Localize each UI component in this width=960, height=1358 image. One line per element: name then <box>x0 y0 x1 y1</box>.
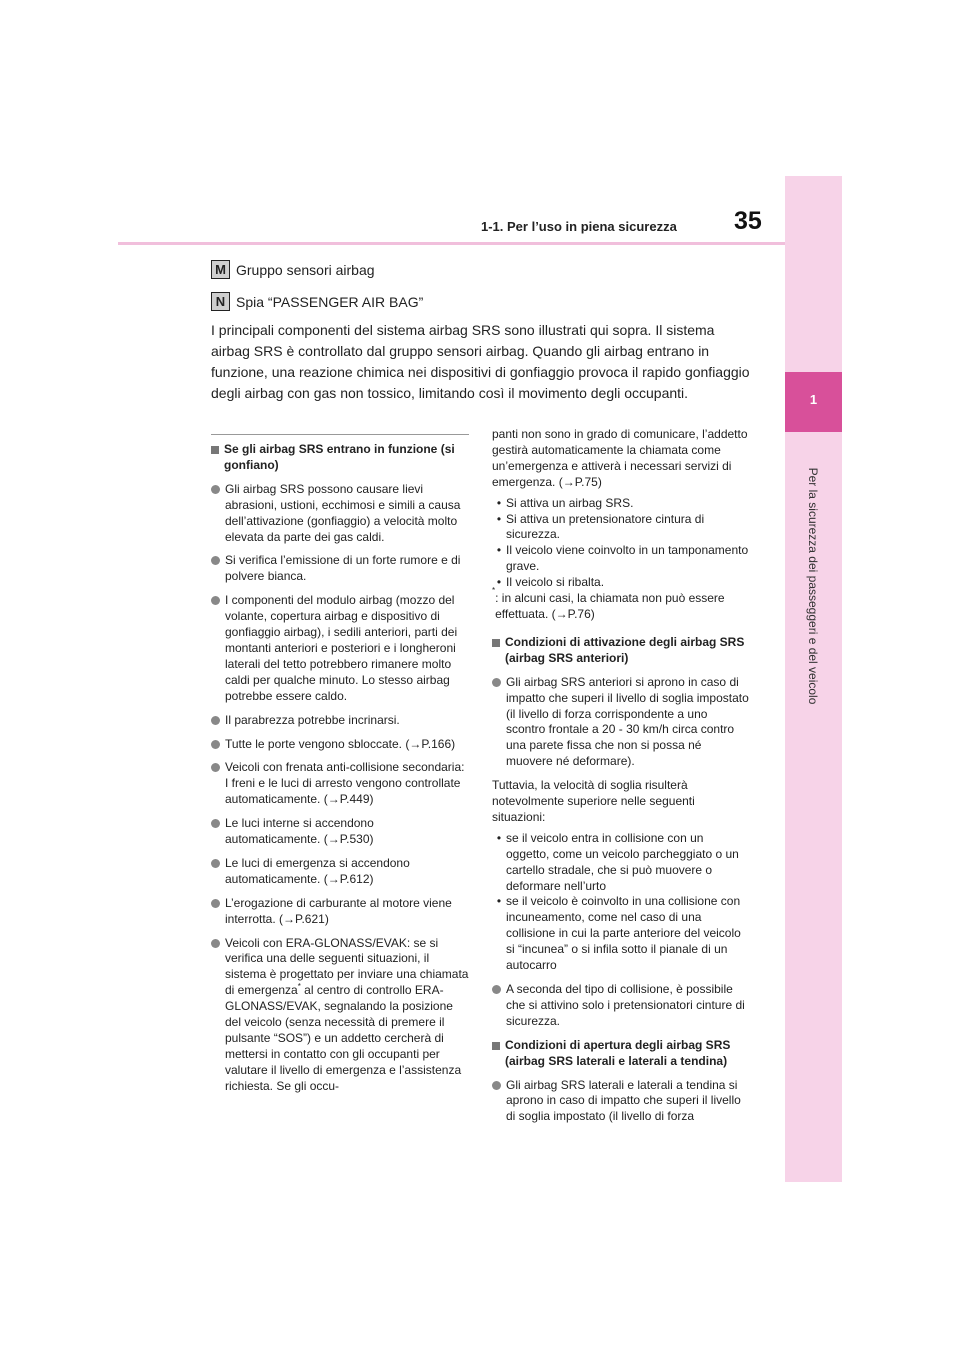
list-item: Gli airbag SRS anteriori si aprono in caso di impatto che superi il livello di soglia impostato (il livello di forza corrispondente a uno scontro frontale a 20 - 30 km/h circa contro una parete fissa che non si possa né muovere né deformare). <box>492 675 750 770</box>
square-bullet-icon <box>492 1042 500 1050</box>
legend-text: Spia “PASSENGER AIR BAG” <box>236 293 424 310</box>
footnote: * : in alcuni casi, la chiamata non può essere effettuata. (→P.76) <box>492 586 725 621</box>
list-item: Veicoli con ERA-GLONASS/EVAK: se si verifica una delle seguenti situazioni, il sistema è progettato per inviare una chiamata di emergenza* al centro di controllo ERA-GLONASS/EVAK, segnalando la posizione del veicolo (senza necessità di premere il pulsante “SOS”) e un addetto cercherà di mettersi in contatto con gli occupanti per valutare il livello di emergenza e l’assistenza richiesta. Se gli occu- <box>211 936 469 1095</box>
list-item: Gli airbag SRS possono causare lievi abrasioni, ustioni, ecchimosi e simili a causa dell’attivazione (gonfiaggio) a velocità molto elevata da parte dei gas caldi. <box>211 482 469 546</box>
section-title: 1-1. Per l’uso in piena sicurezza <box>481 219 677 234</box>
list-item: • Si attiva un pretensionatore cintura di sicurezza. <box>496 511 705 542</box>
left-column <box>211 434 469 1103</box>
list-item: Veicoli con frenata anti-collisione secondaria: I freni e le luci di arresto vengono controllate automaticamente. (→P.449) <box>211 760 469 808</box>
section-divider <box>211 434 469 435</box>
intro-paragraph: I principali componenti del sistema airbag SRS sono illustrati qui sopra. Il sistema airbag SRS è controllato dal gruppo sensori airbag. Quando gli airbag entrano in funzione, una reazione chimica nei dispositivi di gonfiaggio provoca il rapido gonfiaggio degli airbag con gas non tossico, limitando così il movimento degli occupanti. <box>211 322 750 401</box>
paragraph: Tuttavia, la velocità di soglia risulterà notevolmente superiore nelle seguenti situazioni: <box>492 778 695 824</box>
bullet-dot-icon <box>492 678 501 687</box>
square-bullet-icon <box>492 639 500 647</box>
list-item: • se il veicolo è coinvolto in una collisione con incuneamento, come nel caso di una collisione in cui la parte anteriore del veicolo si “incunea” o si infila sotto il pianale di un autocarro <box>496 894 741 973</box>
bullet-dot-icon <box>211 596 220 605</box>
section-heading: Condizioni di attivazione degli airbag SRS (airbag SRS anteriori) <box>492 635 750 667</box>
header-divider <box>118 242 785 245</box>
bullet-dot-icon <box>211 716 220 725</box>
list-item: Si verifica l’emissione di un forte rumore e di polvere bianca. <box>211 553 469 585</box>
list-item: Le luci interne si accendono automaticamente. (→P.530) <box>211 816 469 848</box>
legend-text: Gruppo sensori airbag <box>236 261 375 278</box>
bullet-dot-icon <box>211 740 220 749</box>
bullet-dot-icon <box>211 485 220 494</box>
list-item: • se il veicolo entra in collisione con un oggetto, come un veicolo parcheggiato o un cartello stradale, che si può muovere o deformare nell’urto <box>496 830 739 893</box>
side-tab-title: Per la sicurezza dei passeggeri e del veicolo <box>806 467 820 705</box>
badge-n: N <box>211 292 230 311</box>
list-item: Il parabrezza potrebbe incrinarsi. <box>211 713 469 729</box>
legend-item-m <box>211 260 375 279</box>
list-item: Tutte le porte vengono sbloccate. (→P.166) <box>211 737 469 753</box>
bullet-dot-icon <box>492 985 501 994</box>
square-bullet-icon <box>211 446 219 454</box>
page-number: 35 <box>734 207 762 235</box>
list-item: Le luci di emergenza si accendono automaticamente. (→P.612) <box>211 856 469 888</box>
section-heading: Se gli airbag SRS entrano in funzione (si gonfiano) <box>211 442 469 474</box>
bullet-dot-icon <box>211 859 220 868</box>
list-item: Gli airbag SRS laterali e laterali a tendina si aprono in caso di impatto che superi il livello di soglia impostato (il livello di forza <box>492 1078 750 1126</box>
list-item: • Si attiva un airbag SRS. <box>496 495 634 510</box>
bullet-dot-icon <box>211 899 220 908</box>
badge-m: M <box>211 260 230 279</box>
list-item: • Il veicolo si ribalta. <box>496 575 605 590</box>
bullet-dot-icon <box>211 939 220 948</box>
side-tab-number: 1 <box>809 392 818 407</box>
bullet-dot-icon <box>492 1081 501 1090</box>
list-item: L’erogazione di carburante al motore viene interrotta. (→P.621) <box>211 896 469 928</box>
legend-item-n <box>211 292 423 311</box>
right-column <box>492 427 750 1133</box>
bullet-dot-icon <box>211 556 220 565</box>
bullet-dot-icon <box>211 819 220 828</box>
list-item: A seconda del tipo di collisione, è possibile che si attivino solo i pretensionatori cinture di sicurezza. <box>492 982 750 1030</box>
list-item: • Il veicolo viene coinvolto in un tamponamento grave. <box>496 543 749 574</box>
section-heading: Condizioni di apertura degli airbag SRS (airbag SRS laterali e laterali a tendina) <box>492 1038 750 1070</box>
bullet-dot-icon <box>211 763 220 772</box>
list-item: I componenti del modulo airbag (mozzo del volante, copertura airbag e dispositivo di gonfiaggio airbag), i sedili anteriori, parti dei montanti anteriori e posteriori e i longheroni laterali del tetto potrebbero rimanere molto caldi per qualche minuto. Lo stesso airbag potrebbe essere caldo. <box>211 593 469 704</box>
continuation-text: panti non sono in grado di comunicare, l’addetto gestirà automaticamente la chiamata come un’emergenza e attiverà i necessari servizi di emergenza. (→P.75) <box>492 427 748 489</box>
